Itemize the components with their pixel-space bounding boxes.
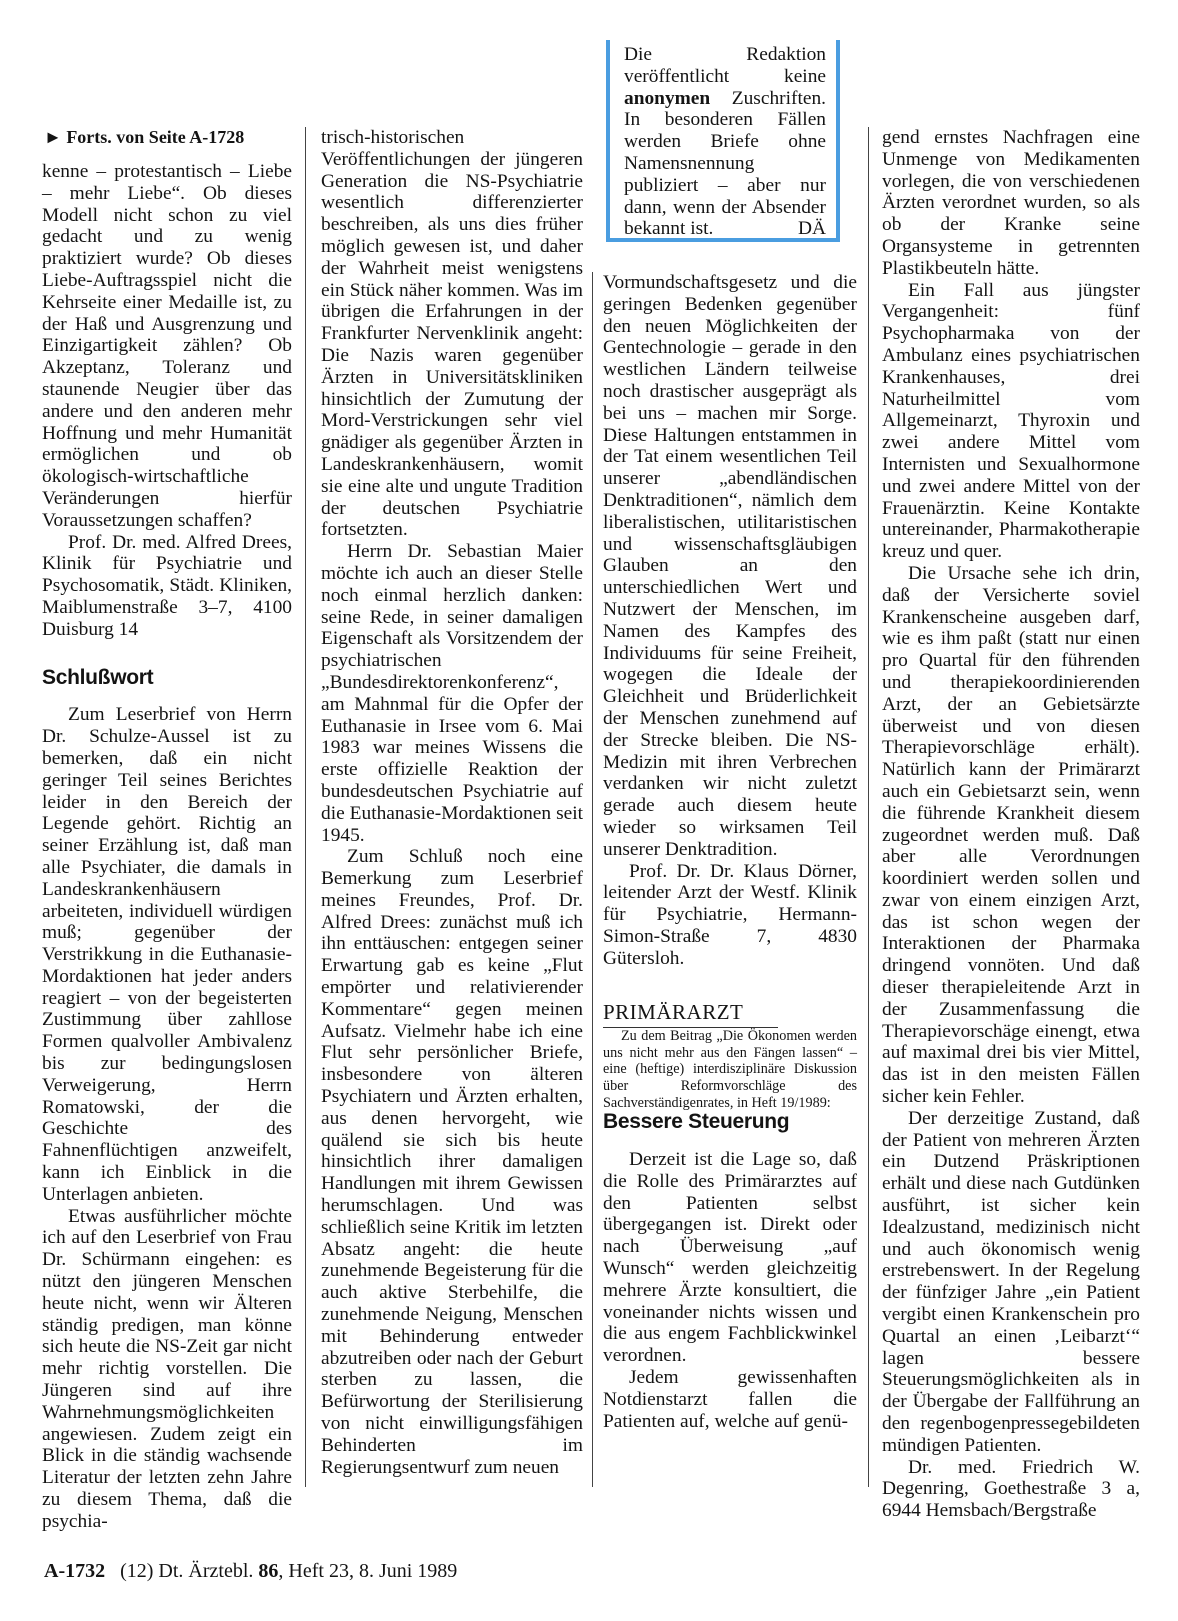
author-signature: Prof. Dr. med. Alfred Drees, Klinik für Psychiatrie und Psychosomatik, Städt. Kliniken, Maiblumenstraße 3–7, 4100 Duisburg 14 — [42, 531, 292, 640]
notice-text: Die Redaktion veröffentlicht keine — [624, 44, 826, 87]
article-heading: Bessere Steuerung — [603, 1110, 790, 1134]
body-paragraph: Zum Schluß noch eine Bemerkung zum Leserbrief meines Freundes, Prof. Dr. Alfred Drees: zunächst muß ich ihn enttäuschen: entgegen seiner Erwartung gab es keine „Flut empörter und relativierender Kommentare“ gegen meinen Aufsatz. Vielmehr habe ich eine Flut sehr persönlicher Briefe, insbesondere von älteren Psychiatern und Ärzten erhalten, aus denen hervorgeht, wie quälend sie sich bis heute hinsichtlich ihrer damaligen Handlungen mit ihrem Gewissen herumschlagen. Und was schließlich seine Kritik im letzten Absatz angeht: die heute zunehmende Begeisterung für die auch aktive Sterbehilfe, die zunehmende Neigung, Menschen mit Behinderung entweder abzutreiben oder nach der Geburt sterben zu lassen, die Befürwortung der Sterilisierung von nicht einwilligungsfähigen Behinderten im Regierungsentwurf zum neuen — [321, 846, 583, 1478]
column-1 — [42, 161, 292, 1533]
notice-signature: DÄ — [797, 218, 826, 240]
body-paragraph: Ein Fall aus jüngster Vergangenheit: fünf Psychopharmaka von der Ambulanz eines psychiatrischen Krankenhauses, drei Naturheilmittel vom Allgemeinarzt, Thyroxin und zwei andere Mittel vom Internisten und Sexualhormone und zwei andere Mittel von der Frauenärztin. Keine Kontakte untereinander, Pharmakotherapie kreuz und quer. — [882, 279, 1140, 563]
editorial-notice-box — [606, 40, 840, 242]
column-rule — [868, 127, 869, 1487]
body-paragraph: Derzeit ist die Lage so, daß die Rolle des Primärarztes auf den Patienten selbst übergegangen ist. Direkt oder nach Überweisung „auf Wunsch“ werden gleichzeitig mehrere Ärzte konsultiert, die voneinander nichts wissen und die aus engem Fachblickwinkel verordnen. — [603, 1149, 857, 1367]
body-paragraph: kenne – protestantisch – Liebe – mehr Liebe“. Ob dieses Modell nicht schon zu viel gedacht und zu wenig praktiziert wurde? Ob dieses Liebe-Auftragsspiel nicht die Kehrseite einer Medaille ist, zu der Haß und Ausgrenzung und Einzigartigkeit zählen? Ob Akzeptanz, Toleranz und staunende Neugier über das andere und den anderen mehr Hoffnung und mehr Humanität ermöglichen und ob ökologisch-wirtschaftliche Veränderungen hierfür Voraussetzungen schaffen? — [42, 161, 292, 531]
author-signature: Dr. med. Friedrich W. Degenring, Goethestraße 3 a, 6944 Hemsbach/Bergstraße — [882, 1456, 1140, 1522]
section-title: PRIMÄRARZT — [603, 1002, 778, 1029]
body-paragraph: Jedem gewissenhaften Notdienstarzt fallen die Patienten auf, welche auf genü- — [603, 1367, 857, 1432]
article-intro: Zu dem Beitrag „Die Ökonomen werden uns nicht mehr aus den Fängen lassen“ – eine (heftige) interdisziplinäre Diskussion über Reformvorschläge des Sachverständigenrates, in Heft 19/1989: — [603, 1028, 857, 1111]
body-paragraph: Zum Leserbrief von Herrn Dr. Schulze-Aussel ist zu bemerken, daß ein nicht geringer Teil seines Berichtes leider in den Bereich der Legende gehört. Richtig an seiner Erzählung ist, daß man alle Psychiater, die damals in Landeskrankenhäusern arbeiteten, individuell würdigen muß; gegenüber der Verstrikkung in die Euthanasie-Mordaktionen hat jeder anders reagiert – von der begeisterten Zustimmung über zahllose Formen qualvoller Ambivalenz bis zur bedingungslosen Verweigerung, Herrn Romatowski, der die Geschichte des Fahnenflüchtigen anzweifelt, kann ich Einblick in die Unterlagen anbieten. — [42, 704, 292, 1205]
column-2 — [321, 127, 583, 1478]
body-paragraph: Die Ursache sehe ich drin, daß der Versicherte soviel Krankenscheine ausgeben darf, wie es ihm paßt (statt nur einen pro Quartal für den führenden und therapiekoordinierenden Arzt, der an Gebietsärzte überweist und von diesen Therapievorschläge erhält). Natürlich kann der Primärarzt auch ein Gebietsarzt sein, wenn die führende Krankheit diesem zugeordnet werden muß. Daß aber alle Verordnungen koordiniert werden sollen und zwar von einem einzigen Arzt, das ist schon wegen der Interaktionen der Pharmaka dringend vonnöten. Und daß dieser therapieleitende Arzt in der Zusammenfassung die Therapievorschäge einengt, etwa auf maximal drei bis vier Mittel, das ist in den meisten Fällen sicher kein Fehler. — [882, 562, 1140, 1108]
volume-number: 86 — [258, 1560, 279, 1582]
body-paragraph: gend ernstes Nachfragen eine Unmenge von Medikamenten vorlegen, die von verschiedenen Ärzten verordnet wurden, so als ob der Kranke seine Organsysteme in getrennten Plastikbeuteln hätte. — [882, 127, 1140, 279]
notice-bold-word: anonymen — [624, 87, 711, 109]
body-paragraph: Der derzeitige Zustand, daß der Patient von mehreren Ärzten ein Dutzend Präskriptionen erhält und diese nach Gutdünken ausführt, ist sicher kein Idealzustand, medizinisch nicht und auch ökonomisch wenig erstrebenswert. In der Regelung der fünfziger Jahre „ein Patient vergibt einen Krankenschein pro Quartal an einen ‚Leibarzt‘“ lagen bessere Steuerungsmöglichkeiten als in der Übergabe der Fallführung an den regenbogenpressegebildeten mündigen Patienten. — [882, 1107, 1140, 1456]
column-rule — [305, 127, 306, 1487]
issue-date: , Heft 23, 8. Juni 1989 — [278, 1560, 458, 1582]
body-paragraph: Vormundschaftsgesetz und die geringen Bedenken gegenüber den neuen Möglichkeiten der Gentechnologie – gerade in den westlichen Ländern teilweise noch drastischer ausgeprägt als bei uns – machen mir Sorge. Diese Haltungen entstammen in der Tat einem wesentlichen Teil unserer „abendländischen Denktraditionen“, nämlich dem liberalistischen, utilitaristischen und wissenschaftsgläubigen Glauben an den unterschiedlichen Wert und Nutzwert der Menschen, im Namen des Kampfes des Individuums für seine Freiheit, wogegen die Ideale der Gleichheit und Brüderlichkeit der Menschen zunehmend auf der Strecke bleiben. Die NS-Medizin mit ihren Verbrechen verdanken wir nicht zuletzt gerade auch diesem heute wieder so wirksamen Teil unserer Denktradition. — [603, 272, 857, 860]
journal-citation: (12) Dt. Ärztebl. — [120, 1560, 259, 1582]
notice-text: Zuschriften. In besonderen Fällen werden Briefe ohne Namensnennung publiziert – aber nur dann, wenn der Absender bekannt ist. — [624, 87, 826, 240]
article-heading: Schlußwort — [42, 665, 154, 689]
body-paragraph: Herrn Dr. Sebastian Maier möchte ich auch an dieser Stelle noch einmal herzlich danken: seine Rede, in seiner damaligen Eigenschaft als Vorsitzendem der psychiatrischen „Bundesdirektorenkonferenz“, am Mahnmal für die Opfer der Euthanasie in Irsee vom 6. Mai 1983 war meines Wissens die erste offizielle Reaktion der bundesdeutschen Psychiatrie auf die Euthanasie-Mordaktionen seit 1945. — [321, 541, 583, 846]
page-number: A-1732 — [44, 1560, 106, 1582]
column-3 — [603, 272, 857, 1432]
column-4 — [882, 127, 1140, 1522]
body-paragraph: trisch-historischen Veröffentlichungen der jüngeren Generation die NS-Psychiatrie wesentlich differenzierter beschreiben, als uns dies früher möglich gewesen ist, und daher der Wahrheit meist wenigstens ein Stück näher kommen. Was im übrigen die Erfahrungen in der Frankfurter Nervenklinik angeht: Die Nazis waren gegenüber Ärzten in Universitätskliniken hinsichtlich der Zumutung der Mord-Verstrickungen sehr viel gnädiger als gegenüber Ärzten in Landeskrankenhäusern, womit sie eine alte und ungute Tradition der deutschen Psychiatrie fortsetzten. — [321, 127, 583, 541]
body-paragraph: Etwas ausführlicher möchte ich auf den Leserbrief von Frau Dr. Schürmann eingehen: es nützt den jüngeren Menschen heute nicht, wenn wir Älteren ständig predigen, man könne sich heute die NS-Zeit gar nicht mehr richtig vorstellen. Die Jüngeren sind auf ihre Wahrnehmungsmöglichkeiten angewiesen. Zudem zeigt ein Blick in die ständig wachsende Literatur der letzten zehn Jahre zu diesem Thema, daß die psychia- — [42, 1205, 292, 1532]
author-signature: Prof. Dr. Dr. Klaus Dörner, leitender Arzt der Westf. Klinik für Psychiatrie, Hermann-Simon-Straße 7, 4830 Gütersloh. — [603, 860, 857, 969]
page-footer — [44, 1560, 457, 1583]
continued-note: ► Forts. von Seite A-1728 — [44, 127, 245, 147]
column-rule — [592, 272, 593, 1487]
